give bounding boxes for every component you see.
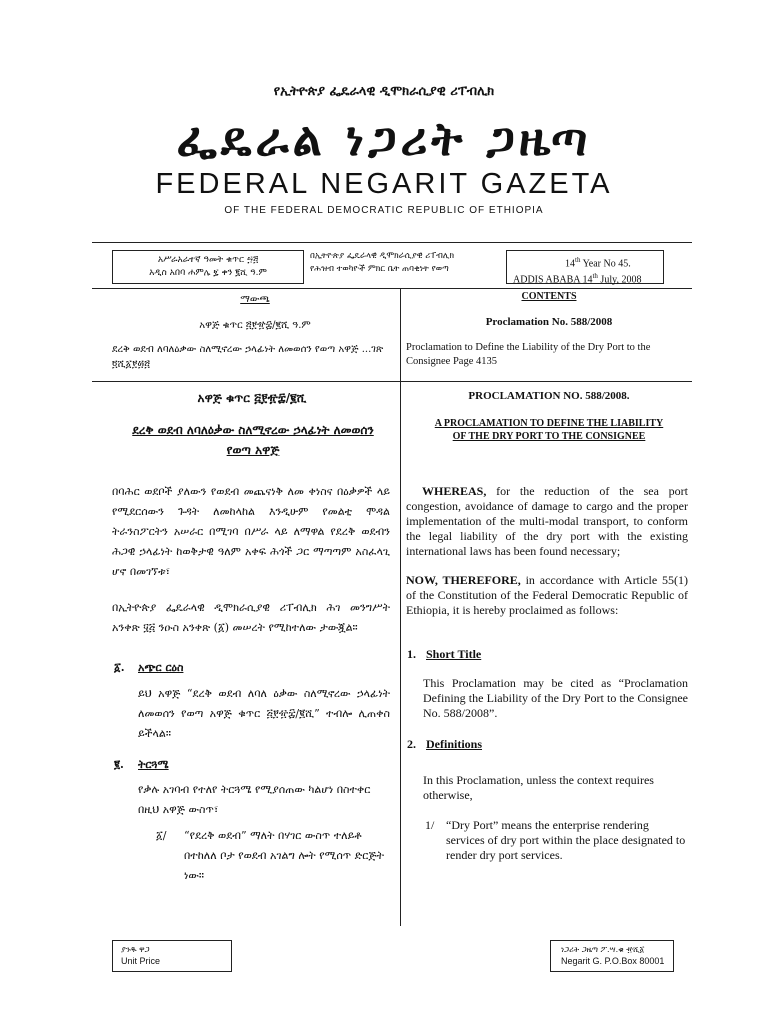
issue-info-box-english xyxy=(506,250,664,284)
po-box-english: Negarit G. P.O.Box 80001 xyxy=(561,956,665,966)
eng-proclamation-title-line2: OF THE DRY PORT TO THE CONSIGNEE xyxy=(452,431,646,442)
contents-proclamation-english: Proclamation No. 588/2008 xyxy=(485,316,613,328)
header-rule-bottom xyxy=(92,288,692,289)
eng-section1-number: 1. xyxy=(407,647,416,661)
amh-proclamation-title: ደረቅ ወደብ ለባለዕቃው ስለሚኖረው ኃላፊነት ለመወሰን የወጣ አዋጅ xyxy=(132,423,374,457)
eng-section2-title: Definitions xyxy=(426,737,483,751)
unit-price-amharic: ያንዱ ዋጋ xyxy=(121,945,150,954)
contents-rule-bottom xyxy=(92,381,692,382)
gazette-title-amharic: ፌዴራል ነጋሪት ጋዜጣ xyxy=(176,112,592,166)
amh-preamble-2: በኢትዮጵያ ፌዴራላዊ ዲሞክራሲያዊ ሪፐብሊክ ሕገ መንግሥት አንቀጽ ፶፭ ንዑስ አንቀጽ (፩) መሠረት የሚከተለው ታውጇል። xyxy=(112,601,390,634)
amh-preamble-1: በባሕር ወደቦች ያለውን የወደብ መጨናነቅ ለመ ቀነስና በዕቃዎች ላይ የሚደርሰውን ጉዳት ለመከላከል እንዲሁም የመልቲ ሞዳል ትራንስፖርትን አሠራር በሚገባ በሥራ ላይ ለማዋል የደረቅ ወደብን ሕጋዊ ኃላፊነት ከወቅታዊ ዓለም አቀፍ ሕጎች ጋር ማጣጣም አስፈላጊ ሆኖ በመገኘቱ፣ xyxy=(112,485,390,578)
issue-info-eng-line1: 14th Year No 45. xyxy=(565,256,631,270)
po-box-box xyxy=(550,940,674,972)
issue-info-amh-line1: አሥራአራተኛ ዓመት ቁጥር ፵፭ xyxy=(157,255,259,265)
amh-section2-item-number: ፩/ xyxy=(156,829,167,842)
eng-proclamation-number: PROCLAMATION NO. 588/2008. xyxy=(468,390,630,402)
contents-heading-amharic: ማውጫ xyxy=(240,294,270,305)
po-box-amharic: ነጋሪት ጋዜጣ ፖ.ሣ.ቁ ፹ሺ፩ xyxy=(561,945,645,954)
contents-proclamation-amharic: አዋጅ ቁጥር ፭፻፹፰/፪ሺ ዓ.ም xyxy=(199,320,311,331)
amh-section1-number: ፩. xyxy=(114,661,125,674)
gazette-title-english: FEDERAL NEGARIT GAZETA xyxy=(155,168,613,200)
amh-section2-number: ፪. xyxy=(114,758,124,771)
issue-info-middle-line1: በኢትዮጵያ ፌዴራላዊ ዲሞክራሲያዊ ሪፐብሊክ xyxy=(310,251,455,261)
column-divider xyxy=(400,289,401,926)
unit-price-box xyxy=(112,940,232,972)
amh-section1-body: ይህ አዋጅ “ደረቅ ወደብ ለባለ ዕቃው ስለሚኖረው ኃላፊነት ለመወሰን የወጣ አዋጅ ቁጥር ፭፻፹፰/፪ሺ” ተብሎ ሊጠቀስ ይችላል። xyxy=(138,687,390,740)
eng-section1-body: This Proclamation may be cited as “Proclamation Defining the Liability of the Dry Port to the Consignee No. 588/2008”. xyxy=(423,676,688,720)
amh-section2-title: ትርጓሜ xyxy=(138,758,169,771)
eng-whereas-paragraph: WHEREAS, for the reduction of the sea port congestion, avoidance of damage to cargo and the proper implementation of the multi-modal transport, to conform the legal liability of the dry port with the existing international laws has been found necessary; xyxy=(406,484,688,558)
amh-section2-intro: የቃሉ አገባብ የተለየ ትርጓሜ የሚያሰጠው ካልሆነ በስተቀር በዚህ አዋጅ ውስጥ፣ xyxy=(138,783,371,816)
issue-info-middle xyxy=(310,250,506,276)
amh-section1-title: አጭር ርዕስ xyxy=(138,661,184,674)
gazette-subtitle: OF THE FEDERAL DEMOCRATIC REPUBLIC OF ETHIOPIA xyxy=(224,205,544,216)
issue-info-amh-line2: አዲስ አበባ ሐምሌ ፯ ቀን ፪ሺ ዓ.ም xyxy=(149,268,267,278)
eng-section2-item-number: 1/ xyxy=(425,818,435,832)
eng-section2-intro: In this Proclamation, unless the context requires otherwise, xyxy=(423,773,654,802)
header-rule-top xyxy=(92,242,692,243)
contents-desc-english: Proclamation to Define the Liability of the Dry Port to the Consignee Page 4135 xyxy=(406,342,651,367)
contents-desc-amharic: ደረቅ ወደብ ለባለዕቃው ስለሚኖረው ኃላፊነት ለመወሰን የወጣ አዋጅ ...ገጽ ፬ሺ፩፻፴፭ xyxy=(112,344,384,370)
masthead-republic-amharic: የኢትዮጵያ ፌዴራላዊ ዲሞክራሲያዊ ሪፐብሊክ xyxy=(273,84,495,99)
issue-info-box-amharic xyxy=(112,250,304,284)
eng-now-therefore-paragraph: NOW, THEREFORE, in accordance with Article 55(1) of the Constitution of the Federal Democratic Republic of Ethiopia, it is hereby proclaimed as follows: xyxy=(406,573,688,617)
unit-price-english: Unit Price xyxy=(121,956,161,966)
amh-section2-item: “የደረቅ ወደብ” ማለት በሃገር ውስጥ ተለይቶ በተከለለ ቦታ የወደብ አገልግ ሎት የሚሰጥ ድርጅት ነው። xyxy=(184,829,385,882)
eng-section1-title: Short Title xyxy=(426,647,482,661)
eng-section2-number: 2. xyxy=(407,737,416,751)
issue-info-middle-line2: የሕዝብ ተወካዮች ምክር ቤት ጠባቂነት የወጣ xyxy=(310,264,449,274)
amh-proclamation-number: አዋጅ ቁጥር ፭፻፹፰/፪ሺ xyxy=(197,391,307,405)
eng-proclamation-title-line1: A PROCLAMATION TO DEFINE THE LIABILITY xyxy=(434,418,664,429)
contents-heading-english: CONTENTS xyxy=(521,291,577,302)
eng-section2-item: “Dry Port” means the enterprise rendering services of dry port within the place designated to render dry port services. xyxy=(446,818,686,862)
issue-info-eng-line2: ADDIS ABABA 14th July, 2008 xyxy=(513,272,642,286)
